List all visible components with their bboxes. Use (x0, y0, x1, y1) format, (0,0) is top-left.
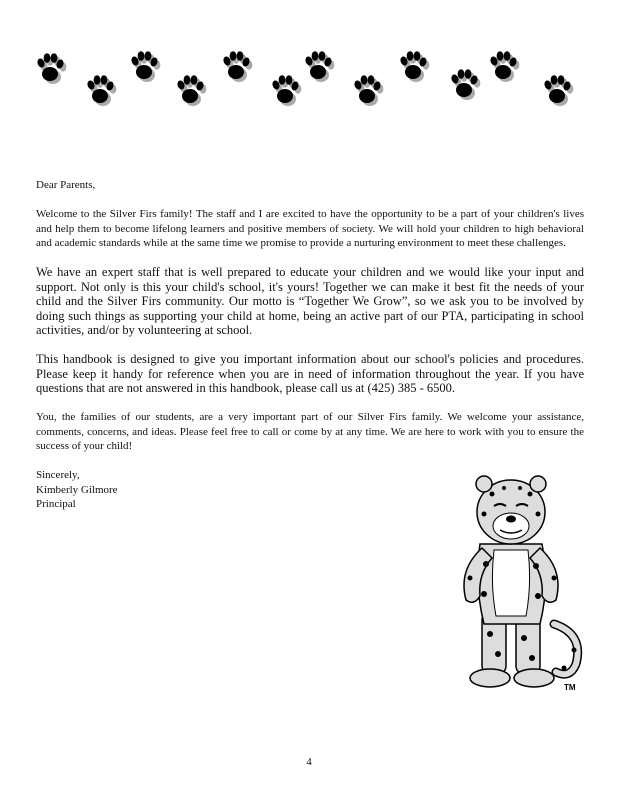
paw-print-icon (399, 51, 429, 82)
paw-print-border (0, 0, 618, 120)
paw-print-icon (86, 75, 116, 106)
page-number: 4 (306, 756, 312, 768)
paw-print-icon (36, 53, 66, 84)
paw-print-icon (450, 69, 480, 100)
paw-print-icon (489, 51, 519, 82)
closing: Sincerely, (36, 469, 80, 481)
welcome-letter (36, 178, 584, 512)
paw-print-icon (130, 51, 160, 82)
paragraph-involvement: We have an expert staff that is well prepared to educate your children and we would like your input and support. Not only is this your child's school, it's yours! Together we can make it best fit the needs of your child and the Silver Firs community. Our motto is “Together We Grow”, so we ask you to be involved by doing such things as supporting your child at home, being an active part of our PTA, participating in school activities, and/or by volunteering at school. (36, 265, 584, 337)
paw-print-icon (543, 75, 573, 106)
snow-leopard-mascot-icon (444, 474, 584, 696)
paw-print-icon (353, 75, 383, 106)
paragraph-handbook: This handbook is designed to give you important information about our school's policies and procedures. Please keep it handy for reference when you are in need of information throughout the year. If you have questions that are not answered in this handbook, please call us at (425) 385 - 6500. (36, 352, 584, 395)
paragraph-welcome: Welcome to the Silver Firs family! The staff and I are excited to have the opportunity to be a part of your children's lives and help them to become lifelong learners and positive members of society. We will hold your children to high behavioral and academic standards while at the same time we promise to provide a nurturing environment to meet these challenges. (36, 208, 584, 249)
trademark-label: TM (564, 683, 576, 692)
paragraph-families: You, the families of our students, are a very important part of our Silver Firs family. We welcome your assistance, comments, concerns, and ideas. Please feel free to call or come by at any time. We are here to work with you to ensure the success of your child! (36, 411, 584, 452)
paw-print-icon (222, 51, 252, 82)
salutation: Dear Parents, (36, 179, 96, 191)
paw-print-icon (176, 75, 206, 106)
paw-print-icon (271, 75, 301, 106)
signer-title: Principal (36, 498, 76, 510)
paw-print-icon (304, 51, 334, 82)
signer-name: Kimberly Gilmore (36, 483, 118, 496)
